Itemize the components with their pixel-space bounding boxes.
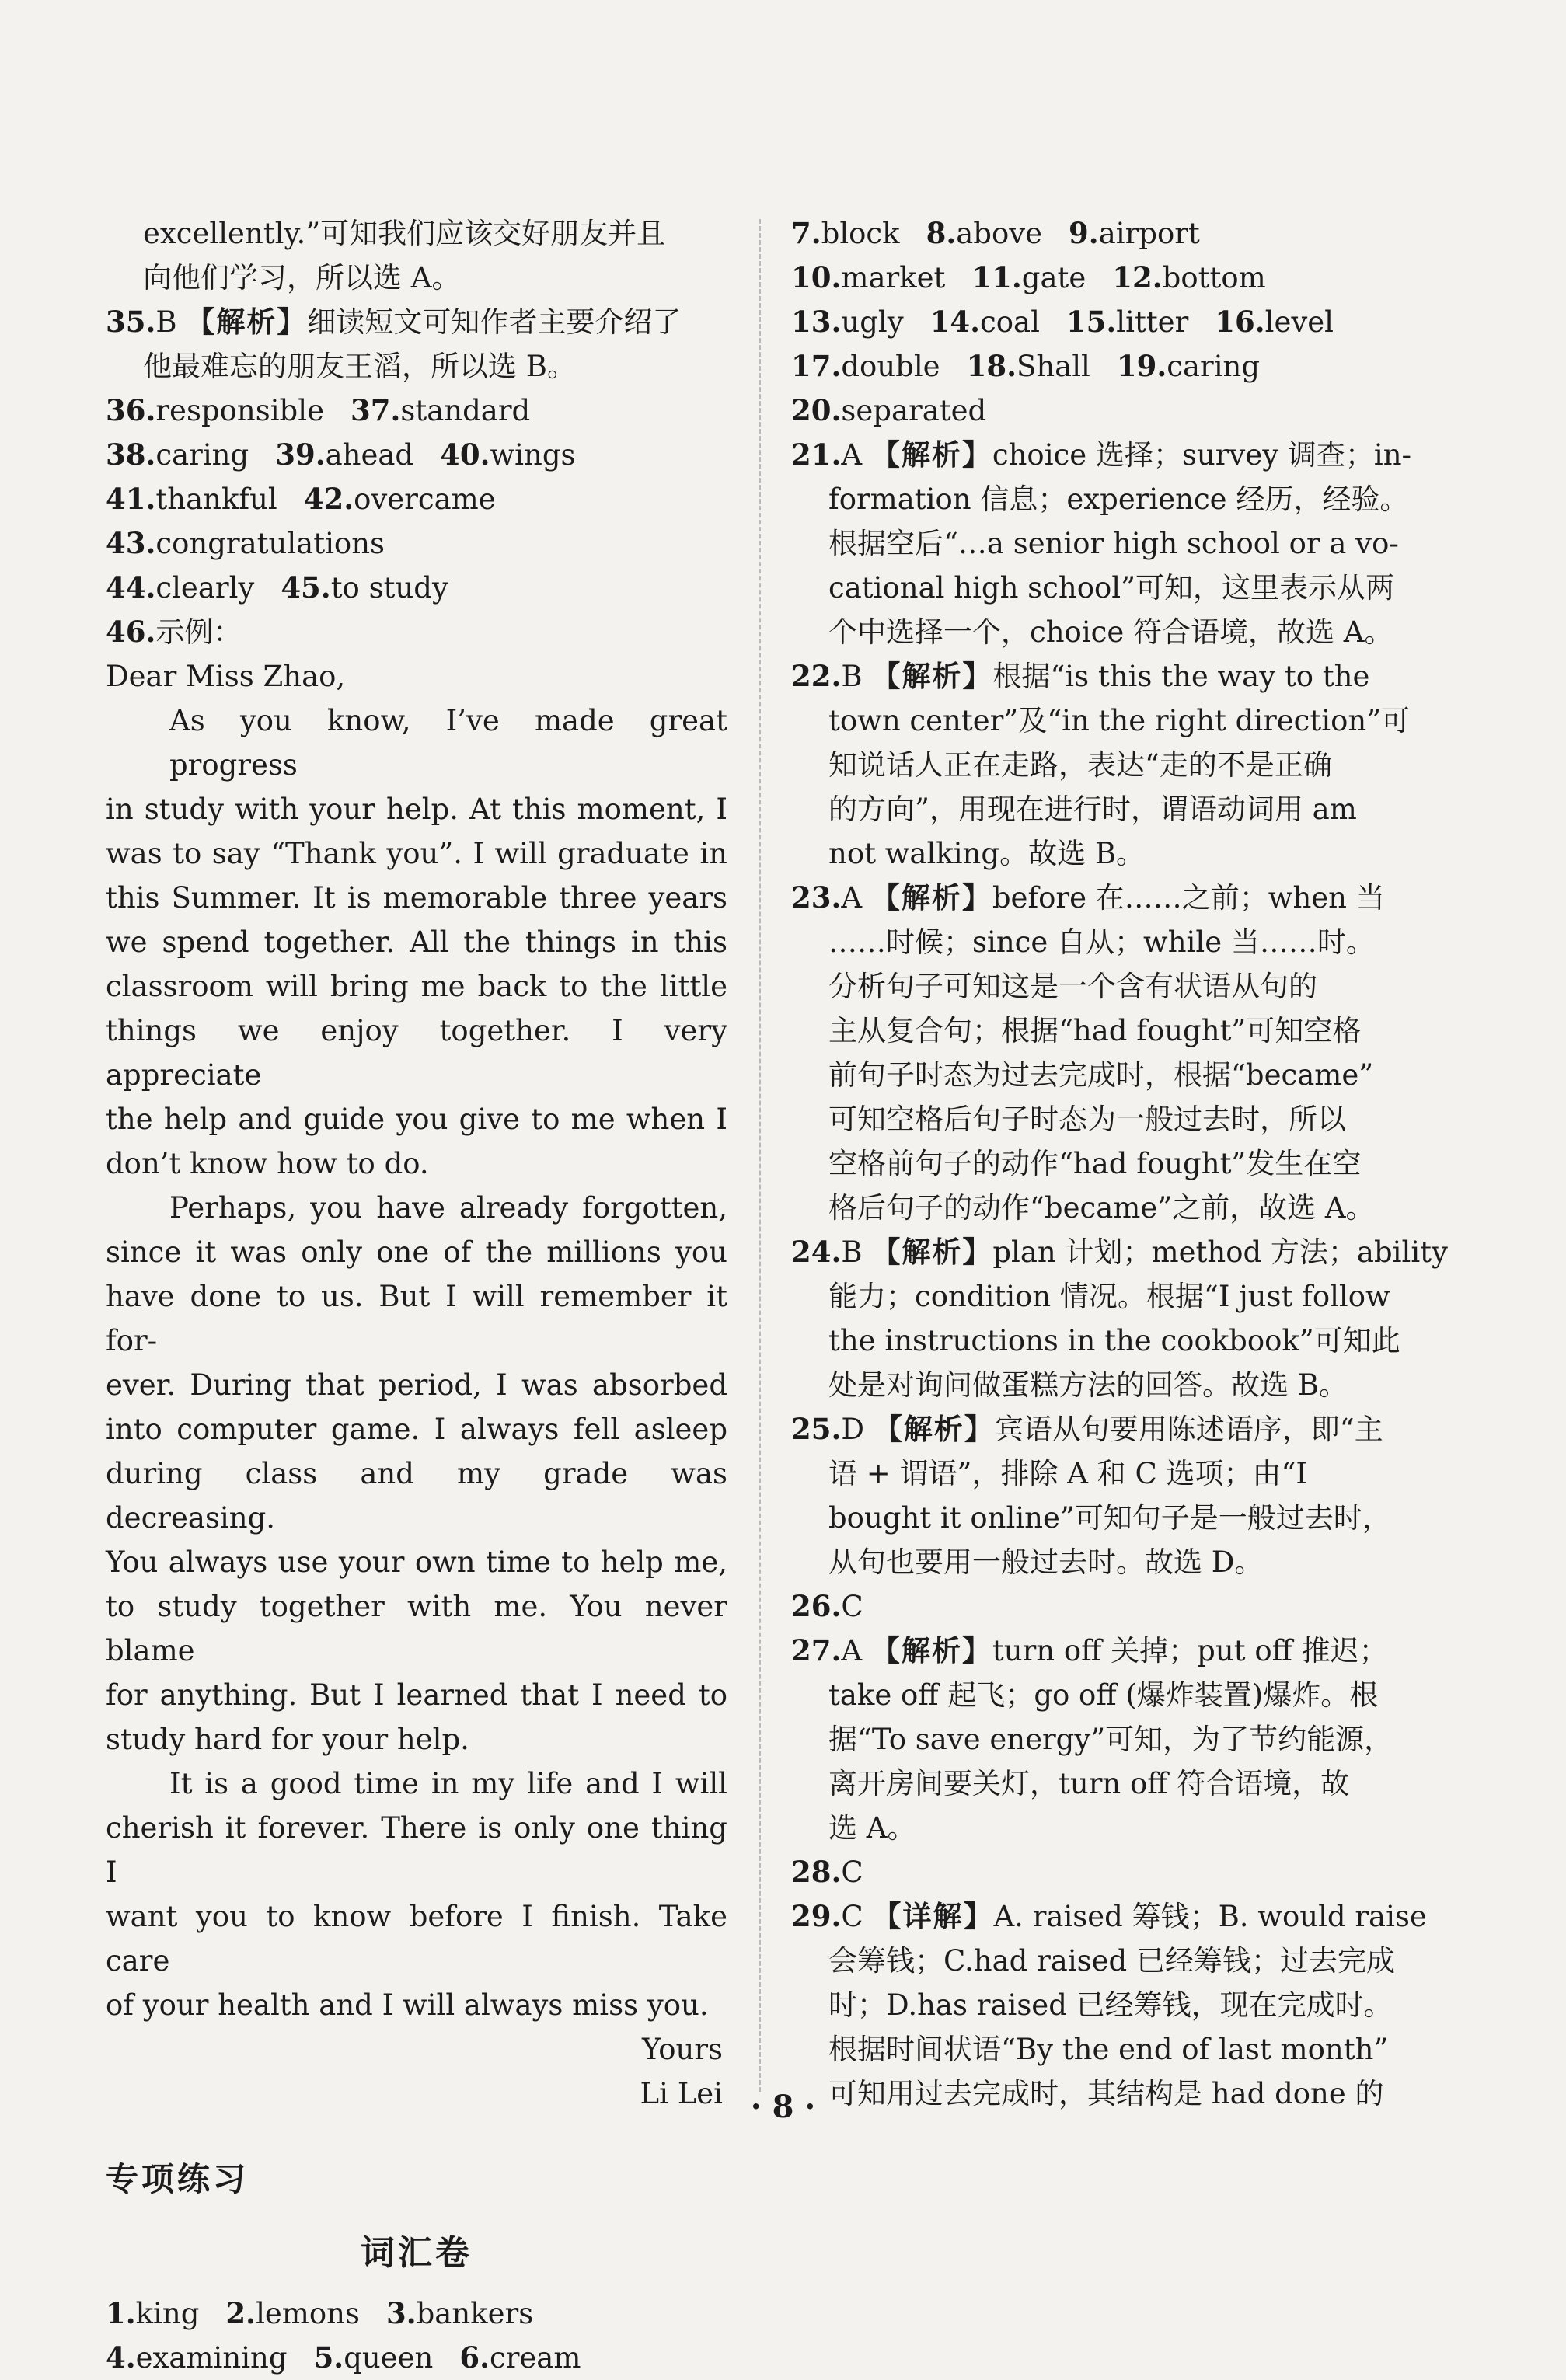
answer-number: 15. [1066,305,1117,339]
answer-word: above [956,217,1043,250]
q29-line: 根据时间状语“By the end of last month” [828,2033,1389,2066]
q35-text-1: 细读短文可知作者主要介绍了 [307,305,682,339]
q29-answer: C [841,1900,863,1933]
vocab-row-10-12 [791,256,1422,300]
letter-paragraph-2 [106,1186,727,1761]
q22-tag: 【解析】 [871,659,993,693]
q24-line: 处是对询问做蛋糕方法的回答。故选 B。 [828,1368,1348,1402]
answer-word: double [841,350,940,383]
letter-line: things we enjoy together. I very appreciate [106,1014,727,1092]
q25-tag: 【解析】 [873,1412,995,1446]
q24-number: 24. [791,1235,842,1269]
answer-word: thankful [155,483,277,516]
letter-line: this Summer. It is memorable three years [106,881,727,915]
q35-line-1 [106,300,727,344]
q22-line: town center”及“in the right direction”可 [828,704,1411,737]
q21-tag: 【解析】 [870,437,992,472]
answers-row-43 [106,521,727,566]
q21-text: choice 选择；survey 调查；in- [992,438,1412,472]
q22-line: not walking。故选 B。 [828,837,1146,870]
q46-number: 46. [106,615,156,649]
q21-line: cational high school”可知，这里表示从两 [828,571,1395,605]
vocab-row-13-16 [791,300,1422,344]
q27-line: 离开房间要关灯，turn off 符合语境，故 [828,1767,1350,1800]
q22-number: 22. [791,659,842,693]
q23-tag: 【解析】 [870,880,992,915]
answer-number: 13. [791,305,842,339]
q23-line-1 [791,876,1422,920]
q35-line-2: 他最难忘的朋友王滔，所以选 B。 [143,350,576,383]
letter-line: since it was only one of the millions you [106,1235,727,1269]
q21-line-1 [791,433,1422,477]
letter-line: the help and guide you give to me when I [106,1103,727,1136]
answer-word: standard [400,394,531,427]
q23-line: 分析句子可知这是一个含有状语从句的 [828,970,1317,1003]
answer-number: 38. [106,437,156,472]
column-divider [759,219,761,2092]
letter-line: don’t know how to do. [106,1147,429,1180]
q25-line: bought it online”可知句子是一般过去时， [828,1501,1391,1535]
q29-text: A. raised 筹钱；B. would raise [993,1900,1427,1933]
q24-answer: B [841,1235,863,1269]
q28-line [791,1850,1422,1894]
q27-number: 27. [791,1633,842,1667]
answer-word: cream [489,2341,581,2375]
q29-line-1 [791,1894,1427,1939]
answer-number: 4. [106,2340,136,2375]
q29-tag: 【详解】 [872,1899,994,1933]
q24-line: 能力；condition 情况。根据“I just follow [828,1280,1390,1313]
letter-line: have done to us. But I will remember it for- [106,1280,727,1357]
answer-word: lemons [256,2297,360,2330]
letter-line: ever. During that period, I was absorbed [106,1368,727,1402]
letter-line: for anything. But I learned that I need to [106,1678,727,1712]
answer-word: separated [841,394,987,427]
letter-closing: Yours [642,2033,723,2066]
answer-number: 18. [966,349,1017,383]
letter-line: want you to know before I finish. Take care [106,1900,727,1978]
letter-line: As you know, I’ve made great progress [169,704,727,782]
q24-text: plan 计划；method 方法；ability [992,1235,1448,1269]
answer-number: 6. [459,2340,490,2375]
q25-number: 25. [791,1412,842,1446]
letter-line: You always use your own time to help me, [106,1545,727,1579]
answer-number: 9. [1069,216,1099,250]
answer-word: market [841,261,946,294]
answer-word: bankers [416,2297,534,2330]
q35-answer: B [155,305,177,339]
q23-text: before 在……之前；when 当 [992,881,1385,915]
q23-answer: A [841,881,863,915]
answer-number: 1. [106,2296,136,2330]
q34-continuation-line-2: 向他们学习，所以选 A。 [143,261,461,294]
answer-number: 17. [791,349,842,383]
vocab-row-1-3 [106,2291,727,2336]
letter-line: was to say “Thank you”. I will graduate in [106,837,727,870]
left-column [106,211,727,2380]
answers-row-41-42 [106,477,727,521]
right-column [791,211,1448,2116]
answers-row-38-40 [106,433,727,477]
q22-line-1 [791,654,1422,699]
q27-text: turn off 关掉；put off 推迟； [992,1634,1388,1667]
q26-number: 26. [791,1589,842,1623]
q22-line: 知说话人正在走路，表达“走的不是正确 [828,748,1332,782]
vocab-row-20 [791,389,1422,433]
q24-line: the instructions in the cookbook”可知此 [828,1324,1400,1357]
q23-line: ……时候；since 自从；while 当……时。 [828,925,1375,959]
answer-word: level [1264,305,1334,339]
answers-row-36-37 [106,389,727,433]
q23-number: 23. [791,880,842,915]
letter-line: Perhaps, you have already forgotten, [169,1191,727,1225]
q21-number: 21. [791,437,842,472]
q21-line: formation 信息；experience 经历，经验。 [828,483,1409,516]
answer-word: to study [330,571,448,605]
sub-title: 词汇卷 [361,2233,473,2273]
answer-word: coal [980,305,1040,339]
answer-word: bottom [1162,261,1266,294]
answer-word: king [135,2297,200,2330]
answer-word: ugly [841,305,904,339]
q22-text: 根据“is this the way to the [992,660,1370,693]
answer-number: 40. [440,437,490,472]
page-number: · 8 · [750,2089,816,2125]
answer-number: 10. [791,260,842,294]
q21-line: 个中选择一个，choice 符合语境，故选 A。 [828,615,1393,649]
answer-word: responsible [155,394,324,427]
answer-number: 14. [929,305,981,339]
q35-number: 35. [106,305,156,339]
answer-number: 43. [106,526,156,560]
letter-line: in study with your help. At this moment, I [106,793,727,826]
q28-answer: C [841,1856,863,1889]
q27-line: take off 起飞；go off (爆炸装置)爆炸。根 [828,1678,1379,1712]
letter-line: to study together with me. You never blame [106,1590,727,1667]
q25-text: 宾语从句要用陈述语序，即“主 [994,1413,1383,1446]
q25-answer: D [841,1413,865,1446]
answer-word: block [821,217,900,250]
vocab-row-17-19 [791,344,1422,389]
answer-number: 16. [1215,305,1265,339]
letter-line: classroom will bring me back to the little [106,970,727,1003]
letter-line: during class and my grade was decreasing. [106,1457,727,1535]
q29-line: 会筹钱；C.had raised 已经筹钱；过去完成 [828,1944,1395,1978]
answer-word: airport [1098,217,1200,250]
q22-answer: B [841,660,863,693]
answer-word: overcame [354,483,496,516]
answer-word: caring [155,438,249,472]
answer-number: 11. [971,260,1022,294]
q27-line: 据“To save energy”可知，为了节约能源， [828,1723,1393,1756]
answer-word: queen [344,2341,434,2375]
q25-line: 语 + 谓语”，排除 A 和 C 选项；由“I [828,1457,1308,1490]
letter-line: into computer game. I always fell asleep [106,1413,727,1446]
answer-number: 42. [303,482,354,516]
answer-number: 36. [106,393,156,427]
letter-line: of your health and I will always miss you. [106,1988,709,2022]
letter-line: we spend together. All the things in this [106,925,727,959]
letter-paragraph-3 [106,1761,727,2027]
answer-number: 39. [275,437,326,472]
answer-number: 2. [225,2296,256,2330]
answer-word: ahead [325,438,414,472]
letter-line: cherish it forever. There is only one thing I [106,1811,727,1889]
letter-signature: Li Lei [640,2077,723,2110]
answer-word: Shall [1016,350,1090,383]
q29-line: 时；D.has raised 已经筹钱，现在完成时。 [828,1988,1393,2022]
q27-line: 选 A。 [828,1811,916,1845]
q46-label: 示例： [155,615,242,649]
answer-number: 5. [313,2340,344,2375]
q21-answer: A [841,438,863,472]
q25-line-1 [791,1407,1422,1451]
letter-paragraph-1 [106,699,727,1186]
q27-tag: 【解析】 [870,1633,992,1667]
q23-line: 格后句子的动作“became”之前，故选 A。 [828,1191,1375,1225]
answer-word: clearly [155,571,255,605]
answer-number: 19. [1116,349,1167,383]
answer-number: 45. [281,570,331,605]
vocab-row-7-9 [791,211,1422,256]
q21-line: 根据空后“…a senior high school or a vo- [828,527,1399,560]
q35-tag: 【解析】 [186,305,308,339]
answer-word: caring [1167,350,1261,383]
letter-line: It is a good time in my life and I will [169,1767,727,1800]
answer-word: congratulations [155,527,385,560]
q27-answer: A [841,1634,863,1667]
answer-number: 7. [791,216,821,250]
answer-number: 41. [106,482,156,516]
section-title: 专项练习 [106,2160,249,2198]
answers-row-44-45 [106,566,727,610]
q22-line: 的方向”，用现在进行时，谓语动词用 am [828,793,1357,826]
q23-line: 前句子时态为过去完成时，根据“became” [828,1058,1374,1092]
q28-number: 28. [791,1855,842,1889]
q24-tag: 【解析】 [871,1235,993,1269]
answer-word: examining [135,2341,288,2375]
answer-number: 12. [1112,260,1163,294]
answer-number: 44. [106,570,156,605]
answer-word: gate [1021,261,1086,294]
q23-line: 空格前句子的动作“had fought”发生在空 [828,1147,1362,1180]
q29-number: 29. [791,1899,842,1933]
q24-line-1 [791,1230,1448,1274]
answer-number: 37. [350,393,401,427]
answer-word: litter [1116,305,1189,339]
q26-answer: C [841,1590,863,1623]
answer-number: 8. [926,216,957,250]
q27-line-1 [791,1629,1422,1673]
answer-word: wings [490,438,576,472]
answer-number: 3. [385,2296,417,2330]
q29-line: 可知用过去完成时，其结构是 had done 的 [828,2077,1384,2110]
q46-header [106,610,727,654]
vocab-row-4-6 [106,2336,727,2380]
letter-salutation: Dear Miss Zhao, [106,660,346,693]
q26-line [791,1584,1422,1629]
q25-line: 从句也要用一般过去时。故选 D。 [828,1545,1264,1579]
q34-continuation-line-1: excellently.”可知我们应该交好朋友并且 [143,217,666,250]
letter-line: study hard for your help. [106,1723,469,1756]
q23-line: 可知空格后句子时态为一般过去时，所以 [828,1103,1346,1136]
q23-line: 主从复合句；根据“had fought”可知空格 [828,1014,1362,1047]
answer-number: 20. [791,393,842,427]
